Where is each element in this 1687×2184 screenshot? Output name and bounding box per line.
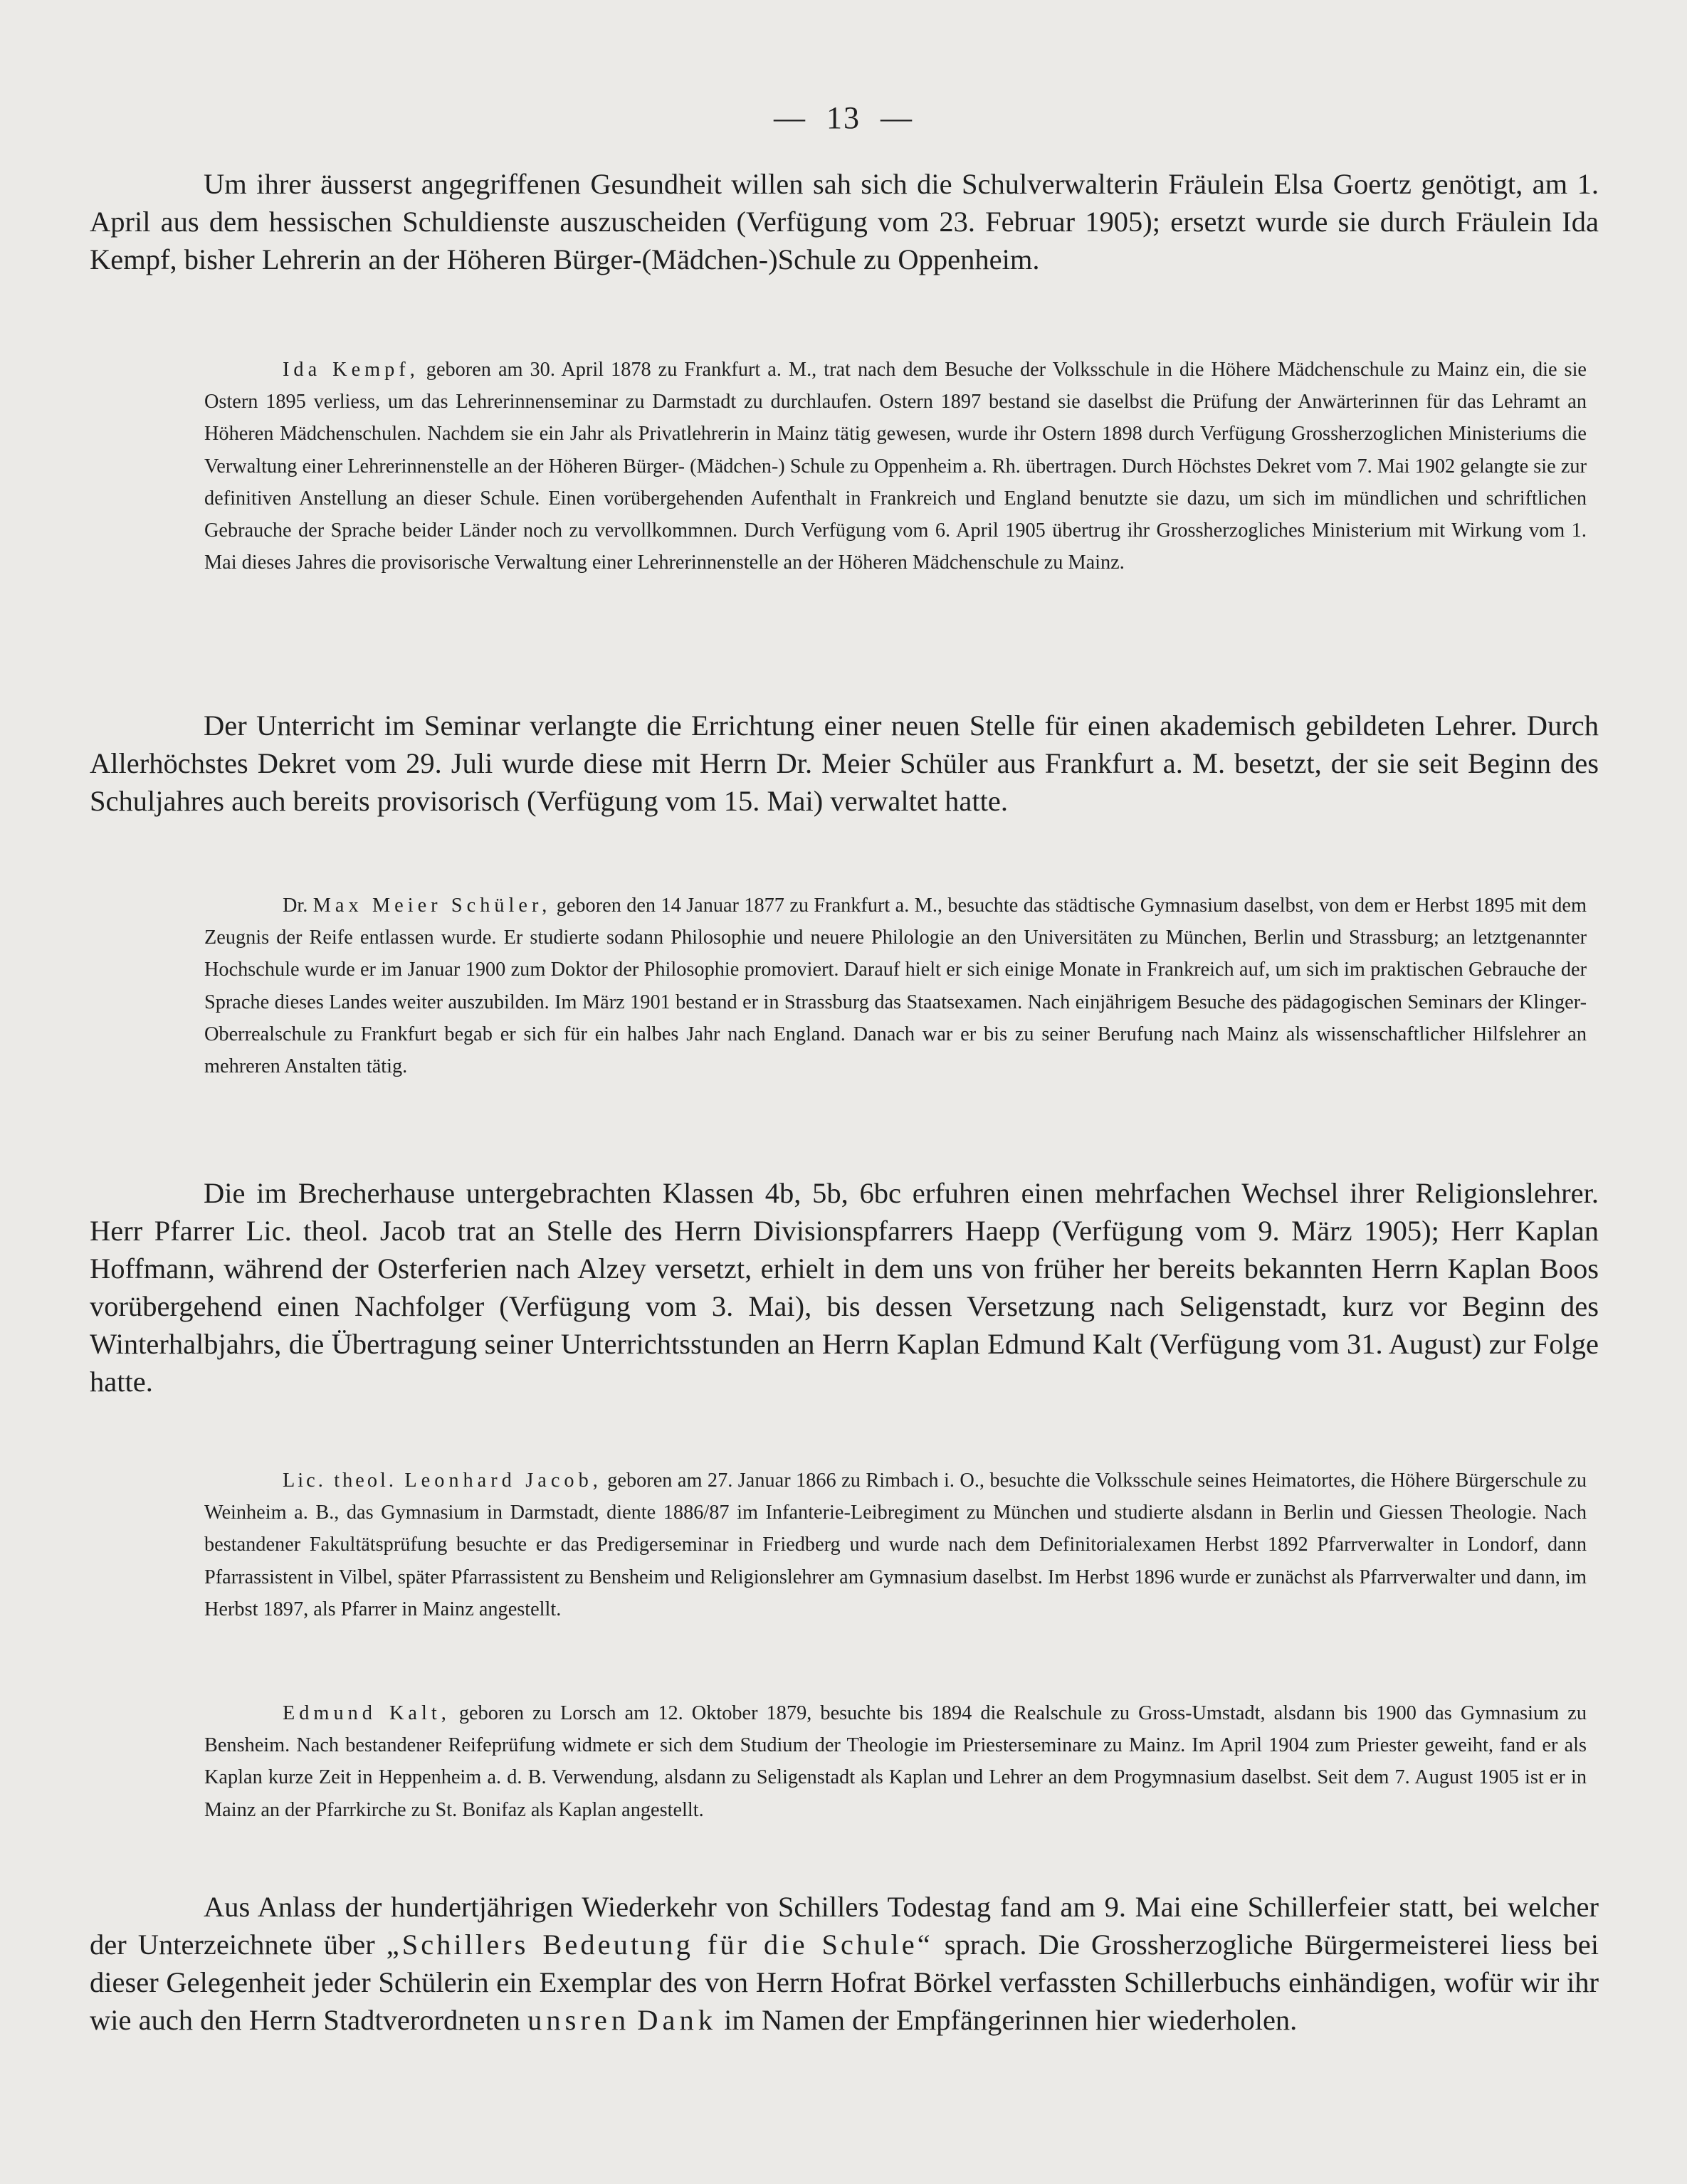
paragraph-religionslehrer bbox=[90, 1174, 1599, 1400]
paragraph-part: Aus Anlass der hundertjährigen Wiederkehr von Schillers Todestag fand am 9. Mai eine Schillerfeier statt, bei welcher der Unterzeichnete über bbox=[90, 1891, 1599, 1961]
paragraph-schillerfeier bbox=[90, 1888, 1599, 2039]
note-ida-kempf bbox=[204, 354, 1587, 579]
note-person-name: Leonhard Jacob, bbox=[404, 1470, 602, 1492]
paragraph-part: im Namen der Empfängerinnen hier wiederholen. bbox=[716, 2004, 1298, 2036]
note-title-prefix: Dr. bbox=[283, 895, 313, 917]
note-body: geboren am 30. April 1878 zu Frankfurt a. M., trat nach dem Besuche der Volksschule in die Höhere Mädchenschule zu Mainz ein, die sie Ostern 1895 verliess, um das Lehrerinnenseminar zu Darmstadt zu durchlaufen. Ostern 1897 bestand sie daselbst die Prüfung der Anwärterinnen für das Lehramt an Höheren Mädchenschulen. Nachdem sie ein Jahr als Privatlehrerin in Mainz tätig gewesen, wurde ihr Ostern 1898 durch Verfügung Grossherzoglichen Ministeriums die Verwaltung einer Lehrerinnenstelle an der Höheren Bürger- (Mädchen-) Schule zu Oppenheim a. Rh. übertragen. Durch Höchstes Dekret vom 7. Mai 1902 gelangte sie zur definitiven Anstellung an dieser Schule. Einen vorübergehenden Aufenthalt in Frankreich und England benutzte sie dazu, um sich im mündlichen und schriftlichen Gebrauche der Sprache beider Länder noch zu vervollkommnen. Durch Verfügung vom 6. April 1905 übertrug ihr Grossherzogliches Ministerium mit Wirkung vom 1. Mai dieses Jahres die provisorische Verwaltung einer Lehrerinnenstelle an der Höheren Mädchenschule zu Mainz. bbox=[204, 359, 1587, 574]
note-title-prefix: Lic. theol. bbox=[283, 1470, 405, 1492]
page-number-value: 13 bbox=[826, 100, 861, 135]
emphasis-word: unsren bbox=[527, 2004, 631, 2036]
paragraph-text: Der Unterricht im Seminar verlangte die Errichtung einer neuen Stelle für einen akademisch gebildeten Lehrer. Durch Allerhöchstes Dekret vom 29. Juli wurde diese mit Herrn Dr. Meier Schüler aus Frankfurt a. M. besetzt, der sie seit Beginn des Schuljahres auch bereits provisorisch (Verfügung vom 15. Mai) verwaltet hatte. bbox=[90, 709, 1599, 817]
paragraph-text bbox=[90, 1888, 1599, 2039]
note-meier-schueler bbox=[204, 890, 1587, 1082]
page-number-dash-left: — bbox=[774, 100, 806, 135]
paragraph-text: Um ihrer äusserst angegriffenen Gesundheit willen sah sich die Schulverwalterin Fräulein Elsa Goertz genötigt, am 1. April aus dem hessischen Schuldienste auszuscheiden (Verfügung vom 23. Februar 1905); ersetzt wurde sie durch Fräulein Ida Kempf, bisher Lehrerin an der Höheren Bürger-(Mädchen-)Schule zu Oppenheim. bbox=[90, 168, 1599, 275]
paragraph-goertz bbox=[90, 165, 1599, 278]
note-leonhard-jacob bbox=[204, 1465, 1587, 1625]
note-person-name: Edmund Kalt, bbox=[283, 1702, 451, 1724]
note-edmund-kalt bbox=[204, 1697, 1587, 1826]
note-body: geboren zu Lorsch am 12. Oktober 1879, besuchte bis 1894 die Realschule zu Gross-Umstadt, alsdann bis 1900 das Gymnasium zu Bensheim. Nach bestandener Reifeprüfung widmete er sich dem Studium der Theologie im Priesterseminare zu Mainz. Im April 1904 zum Priester geweiht, fand er als Kaplan kurze Zeit in Heppenheim a. d. B. Verwendung, alsdann zu Seligenstadt als Kaplan und Lehrer an dem Progymnasium daselbst. Seit dem 7. August 1905 ist er in Mainz an der Pfarrkirche zu St. Bonifaz als Kaplan angestellt. bbox=[204, 1702, 1587, 1821]
paragraph-part: sprach. Die Grossherzogliche Bürgermeisterei liess bei dieser Gelegenheit jeder Schülerin ein Exemplar des von Herrn Hofrat Börkel verfassten Schillerbuchs einhändigen, wofür wir ihr wie auch den Herrn Stadtverordneten bbox=[90, 1929, 1599, 2036]
note-person-name: Max Meier Schüler, bbox=[312, 895, 552, 917]
page-number-dash-right: — bbox=[881, 100, 913, 135]
note-person-name: Ida Kempf, bbox=[283, 359, 419, 381]
lecture-title: „Schillers Bedeutung für die Schule“ bbox=[386, 1929, 933, 1961]
note-body: geboren am 27. Januar 1866 zu Rimbach i. O., besuchte die Volksschule seines Heimatortes, die Höhere Bürgerschule zu Weinheim a. B., das Gymnasium in Darmstadt, diente 1886/87 im Infanterie-Leibregiment zu München und studierte alsdann in Berlin und Giessen Theologie. Nach bestandener Fakultätsprüfung besuchte er das Predigerseminar in Friedberg und wurde nach dem Definitorialexamen Herbst 1892 Pfarrverwalter in Londorf, dann Pfarrassistent in Vilbel, später Pfarrassistent zu Bensheim und Religionslehrer am Gymnasium daselbst. Im Herbst 1896 wurde er zunächst als Pfarrverwalter und dann, im Herbst 1897, als Pfarrer in Mainz angestellt. bbox=[204, 1470, 1587, 1620]
page-number bbox=[0, 100, 1687, 136]
paragraph-text: Die im Brecherhause untergebrachten Klassen 4b, 5b, 6bc erfuhren einen mehrfachen Wechsel ihrer Religionslehrer. Herr Pfarrer Lic. theol. Jacob trat an Stelle des Herrn Divisionspfarrers Haepp (Verfügung vom 9. März 1905); Herr Kaplan Hoffmann, während der Osterferien nach Alzey versetzt, erhielt in dem uns von früher her bereits bekannten Herrn Kaplan Boos vorübergehend einen Nachfolger (Verfügung vom 3. Mai), bis dessen Versetzung nach Seligenstadt, kurz vor Beginn des Winterhalbjahrs, die Übertragung seiner Unterrichtsstunden an Herrn Kaplan Edmund Kalt (Verfügung vom 31. August) zur Folge hatte. bbox=[90, 1177, 1599, 1398]
note-body: geboren den 14 Januar 1877 zu Frankfurt a. M., besuchte das städtische Gymnasium daselbst, von dem er Herbst 1895 mit dem Zeugnis der Reife entlassen wurde. Er studierte sodann Philosophie und neuere Philologie an den Universitäten zu München, Berlin und Strassburg; an letztgenannter Hochschule wurde er im Januar 1900 zum Doktor der Philosophie promoviert. Darauf hielt er sich einige Monate in Frankreich auf, um sich im praktischen Gebrauche der Sprache dieses Landes weiter auszubilden. Im März 1901 bestand er in Strassburg das Staatsexamen. Nach einjährigem Besuche des pädagogischen Seminars der Klinger-Oberrealschule zu Frankfurt begab er sich für ein halbes Jahr nach England. Danach war er bis zu seiner Berufung nach Mainz als wissenschaftlicher Hilfslehrer an mehreren Anstalten tätig. bbox=[204, 895, 1587, 1078]
paragraph-seminar bbox=[90, 707, 1599, 820]
emphasis-word: Dank bbox=[637, 2004, 717, 2036]
